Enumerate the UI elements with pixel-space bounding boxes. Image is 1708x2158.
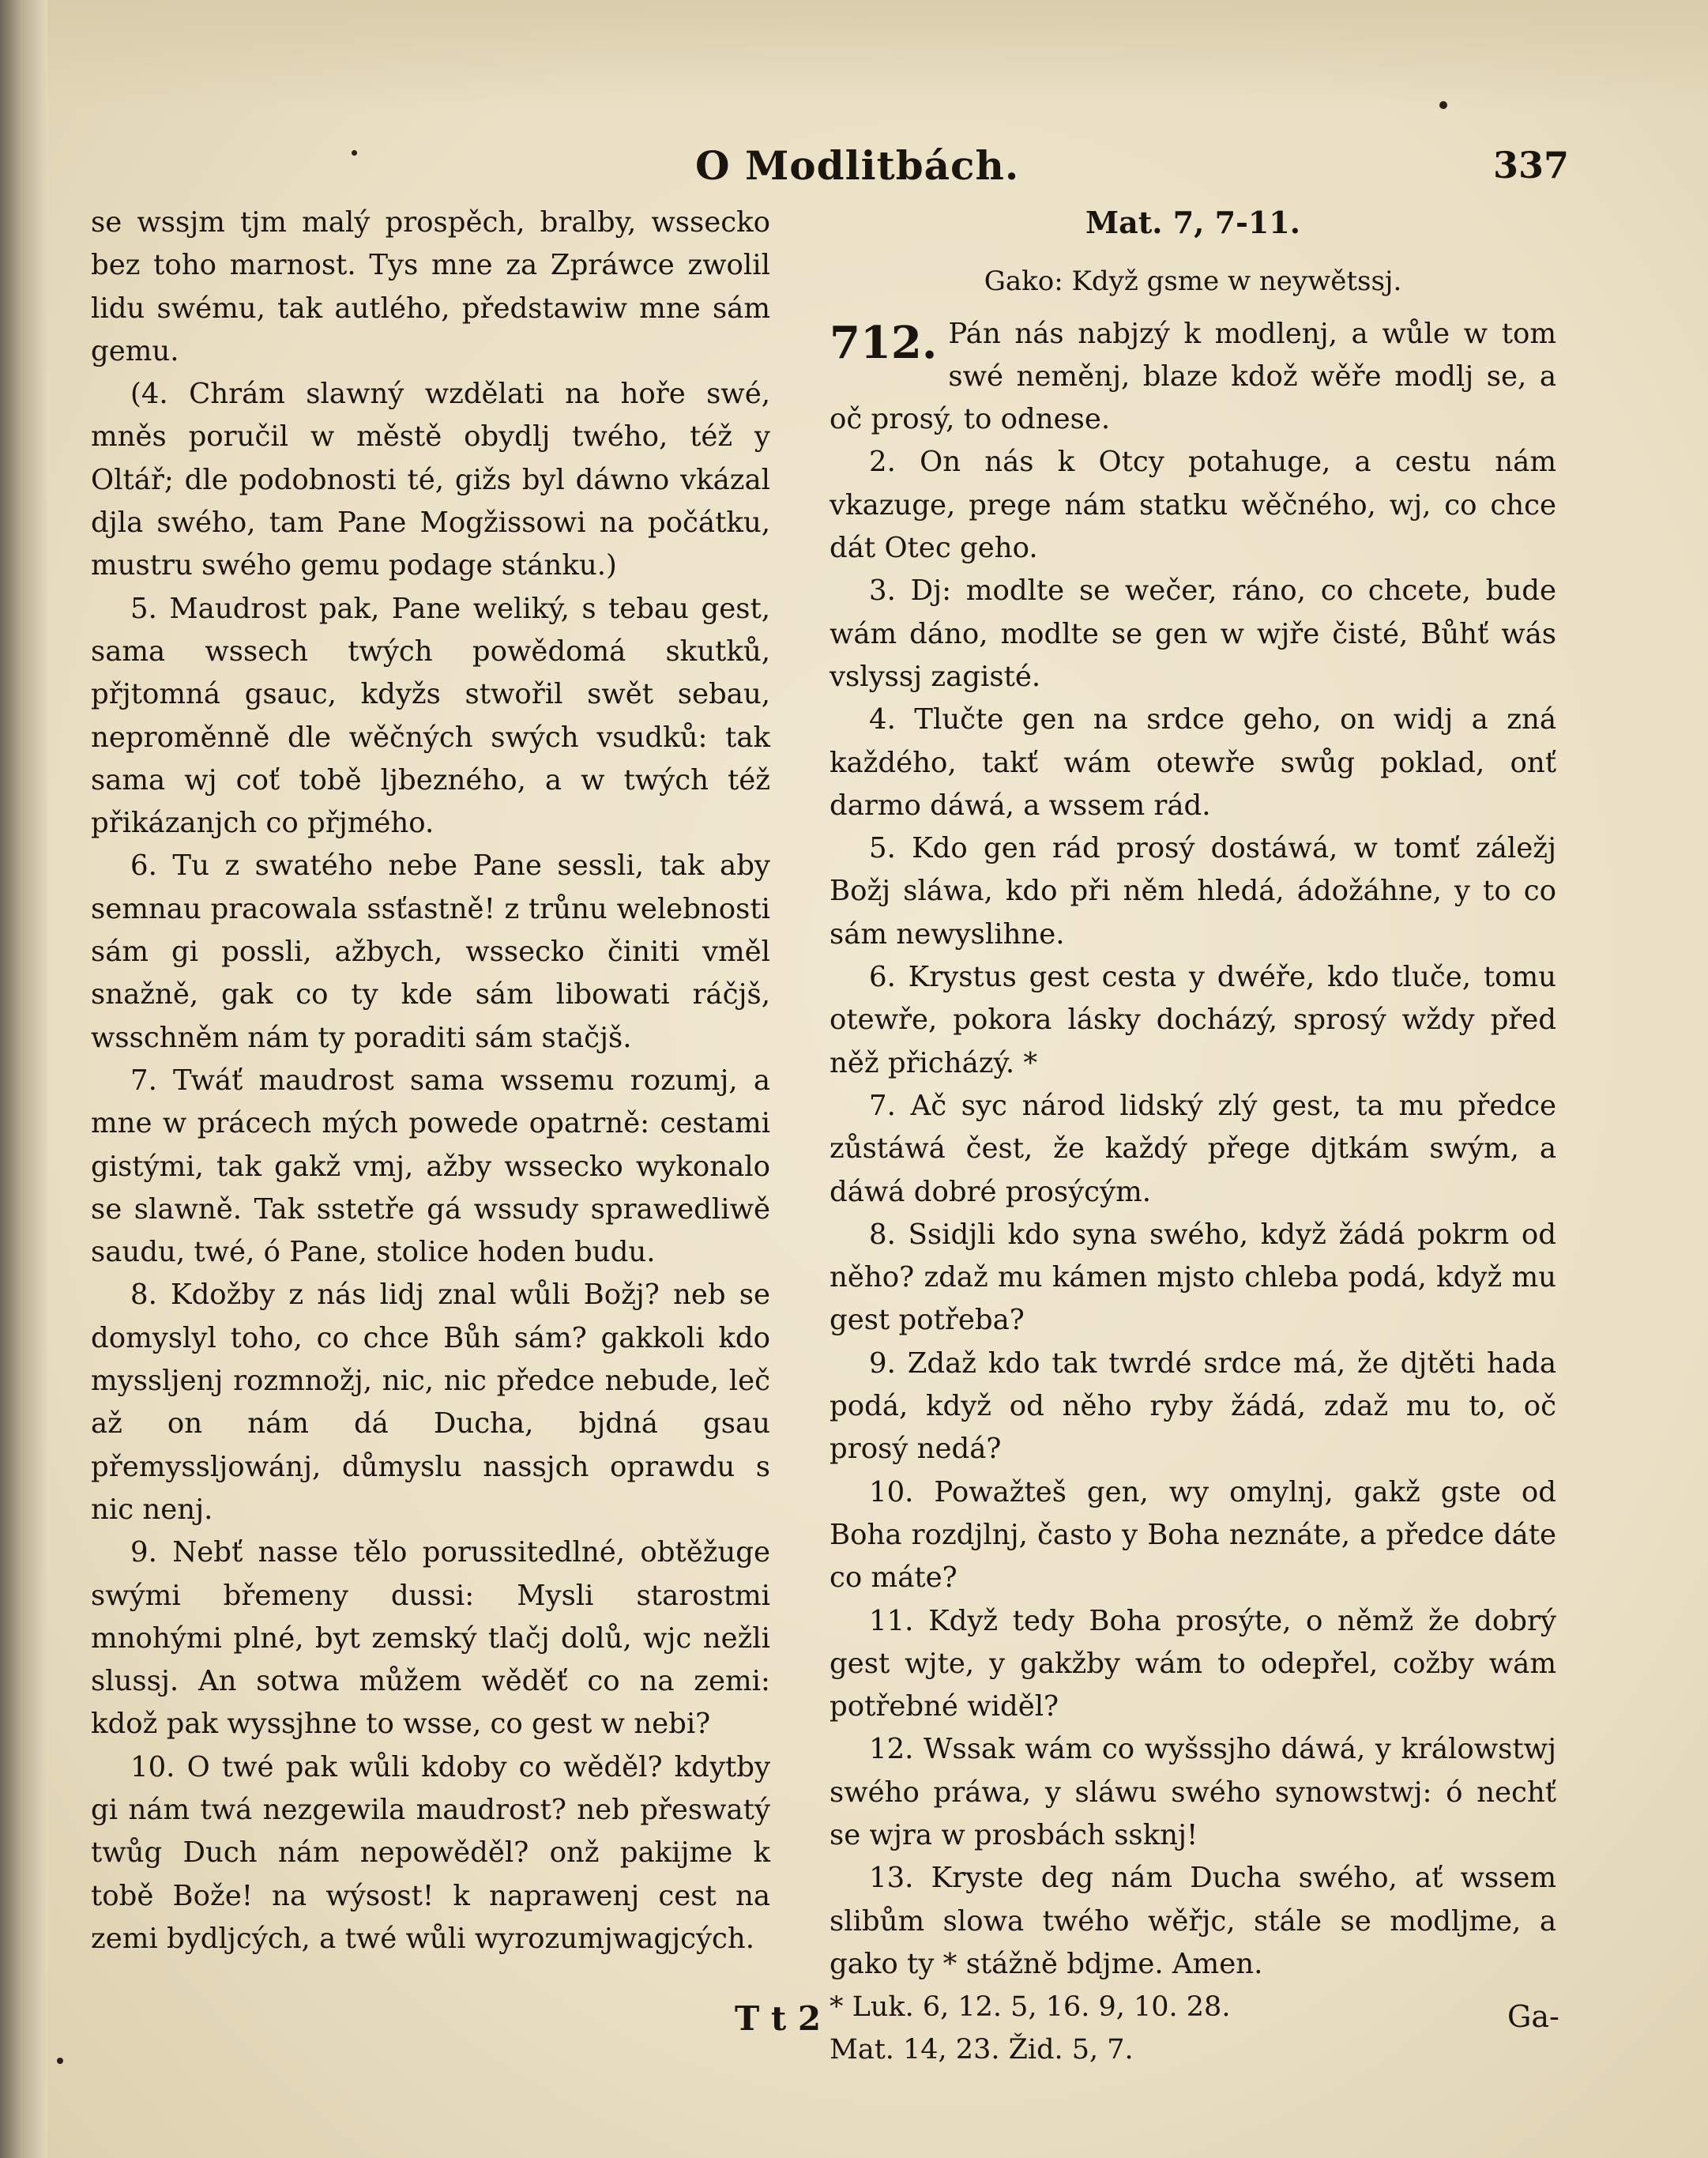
- book-gutter: [0, 0, 47, 2158]
- hymn-verse: 12. Wssak wám co wyšssjho dáwá, y králowstwj swého práwa, y sláwu swého synowstwj: ó nechť se wjra w prosbách ssknj!: [830, 1733, 1556, 1851]
- hymn-melody: Gako: Když gsme w neywětssj.: [984, 266, 1402, 298]
- hymn-verse: 3. Dj: modlte se wečer, ráno, co chcete, bude wám dáno, modlte se gen w wjře čisté, Bůhť wás vslyssj zagisté.: [830, 574, 1556, 693]
- hymn-first-verse: [830, 313, 1556, 442]
- printer-signature: T t 2: [735, 1999, 822, 2038]
- prayer-paragraph: 9. Nebť nasse tělo porussitedlné, obtěžuge swými břemeny dussi: Mysli starostmi mnohými plné, byt zemský tlačj dolů, wjc nežli slussj. An sotwa můžem wěděť co na zemi: kdož pak wyssjhne to wsse, co gest w nebi?: [91, 1536, 770, 1741]
- prayer-paragraph: (4. Chrám slawný wzdělati na hoře swé, mněs poručil w městě obydlj twého, též y Oltář; dle podobnosti té, gižs byl dáwno vkázal djla swého, tam Pane Mogžissowi na počátku, mustru swého gemu podage stánku.): [91, 378, 770, 582]
- page-header: [0, 142, 1708, 198]
- ink-spot: [1439, 101, 1447, 109]
- page-number: 337: [1493, 144, 1570, 186]
- prayer-paragraph: 7. Twáť maudrost sama wssemu rozumj, a mne w prácech mých powede opatrně: cestami gistými, tak gakž vmj, ažby wssecko wykonalo se slawně. Tak sstetře gá wssudy sprawedliwě saudu, twé, ó Pane, stolice hoden budu.: [91, 1064, 770, 1269]
- hymn-verse: 10. Powažteš gen, wy omylnj, gakž gste od Boha rozdjlnj, často y Boha neznáte, a předce dáte co máte?: [830, 1475, 1556, 1595]
- running-title: O Modlitbách.: [695, 142, 1020, 189]
- ink-spot: [57, 2058, 63, 2064]
- page-footer: [0, 1999, 1708, 2047]
- hymn-number: 712.: [830, 316, 938, 369]
- hymn-verse: 13. Kryste deg nám Ducha swého, ať wssem slibům slowa twého wěřjc, stále se modljme, a gako ty * stážně bdjme. Amen.: [830, 1862, 1556, 1980]
- prayer-paragraph: 10. O twé pak wůli kdoby co wěděl? kdytby gi nám twá nezgewila maudrost? neb přeswatý twůg Duch nám nepowěděl? onž pakijme k tobě Bože! na wýsost! k naprawenj cest na zemi bydljcých, a twé wůli wyrozumjwagjcých.: [91, 1750, 770, 1955]
- hymn-verse: 4. Tlučte gen na srdce geho, on widj a zná každého, takť wám otewře swůg poklad, onť darmo dáwá, a wssem rád.: [830, 703, 1556, 822]
- hymn-verse: Pán nás nabjzý k modlenj, a wůle w tom swé neměnj, blaze kdož wěře modlj se, a oč prosý, to odnese.: [830, 317, 1556, 436]
- prayer-paragraph: 6. Tu z swatého nebe Pane sessli, tak aby semnau pracowala ssťastně! z trůnu welebnosti sám gi possli, ažbych, wssecko činiti vměl snažně, gak co ty kde sám libowati ráčjš, wsschněm nám ty poraditi sám stačjš.: [91, 849, 770, 1054]
- scripture-reference: * Luk. 6, 12. 5, 16. 9, 10. 28.: [830, 1991, 1231, 2024]
- hymn-verse: 5. Kdo gen rád prosý dostáwá, w tomť záležj Božj sláwa, kdo při něm hledá, ádožáhne, y to co sám newyslihne.: [830, 832, 1556, 951]
- prayer-paragraph: 5. Maudrost pak, Pane weliký, s tebau gest, sama wssech twých powědomá skutků, přjtomná gsauc, kdyžs stwořil swět sebau, neproměnně dle wěčných swých vsudků: tak sama wj coť tobě ljbezného, a w twých též přikázanjch co přjmého.: [91, 592, 770, 840]
- hymn-verse: 2. On nás k Otcy potahuge, a cestu nám vkazuge, prege nám statku wěčného, wj, co chce dát Otec geho.: [830, 446, 1556, 565]
- prayer-paragraph: se wssjm tjm malý prospěch, bralby, wssecko bez toho marnost. Tys mne za Zpráwce zwolil lidu swému, tak autlého, předstawiw mne sám gemu.: [91, 206, 770, 367]
- right-column: [830, 201, 1556, 2072]
- prayer-paragraph: 8. Kdožby z nás lidj znal wůli Božj? neb se domyslyl toho, co chce Bůh sám? gakkoli kdo myssljenj rozmnožj, nic, nic předce nebude, leč až on nám dá Ducha, bjdná gsau přemyssljowánj, důmyslu nassjch oprawdu s nic nenj.: [91, 1279, 770, 1526]
- page-top-shade: [47, 0, 1708, 111]
- hymn-verse: 7. Ač syc národ lidský zlý gest, ta mu předce zůstáwá čest, že každý přege djtkám swým, a dáwá dobré prosýcým.: [830, 1089, 1556, 1208]
- hymn-verse: 9. Zdaž kdo tak twrdé srdce má, že djtěti hada podá, když od něho ryby žádá, zdaž mu to, oč prosý nedá?: [830, 1346, 1556, 1466]
- hymn-verse: 6. Krystus gest cesta y dwéře, kdo tluče, tomu otewře, pokora lásky docházý, sprosý wždy před něž přicházý. *: [830, 961, 1556, 1079]
- left-column: [91, 201, 770, 1960]
- hymn-verse: 11. Když tedy Boha prosýte, o němž že dobrý gest wjte, y gakžby wám to odepřel, cožby wám potřebné widěl?: [830, 1604, 1556, 1723]
- hymn-source: Mat. 7, 7-11.: [1085, 205, 1300, 240]
- hymn-verse: 8. Ssidjli kdo syna swého, když žádá pokrm od něho? zdaž mu kámen mjsto chleba podá, když mu gest potřeba?: [830, 1218, 1556, 1337]
- catchword: Ga-: [1507, 1999, 1559, 2034]
- scripture-reference: Mat. 14, 23. Žid. 5, 7.: [830, 2034, 1134, 2066]
